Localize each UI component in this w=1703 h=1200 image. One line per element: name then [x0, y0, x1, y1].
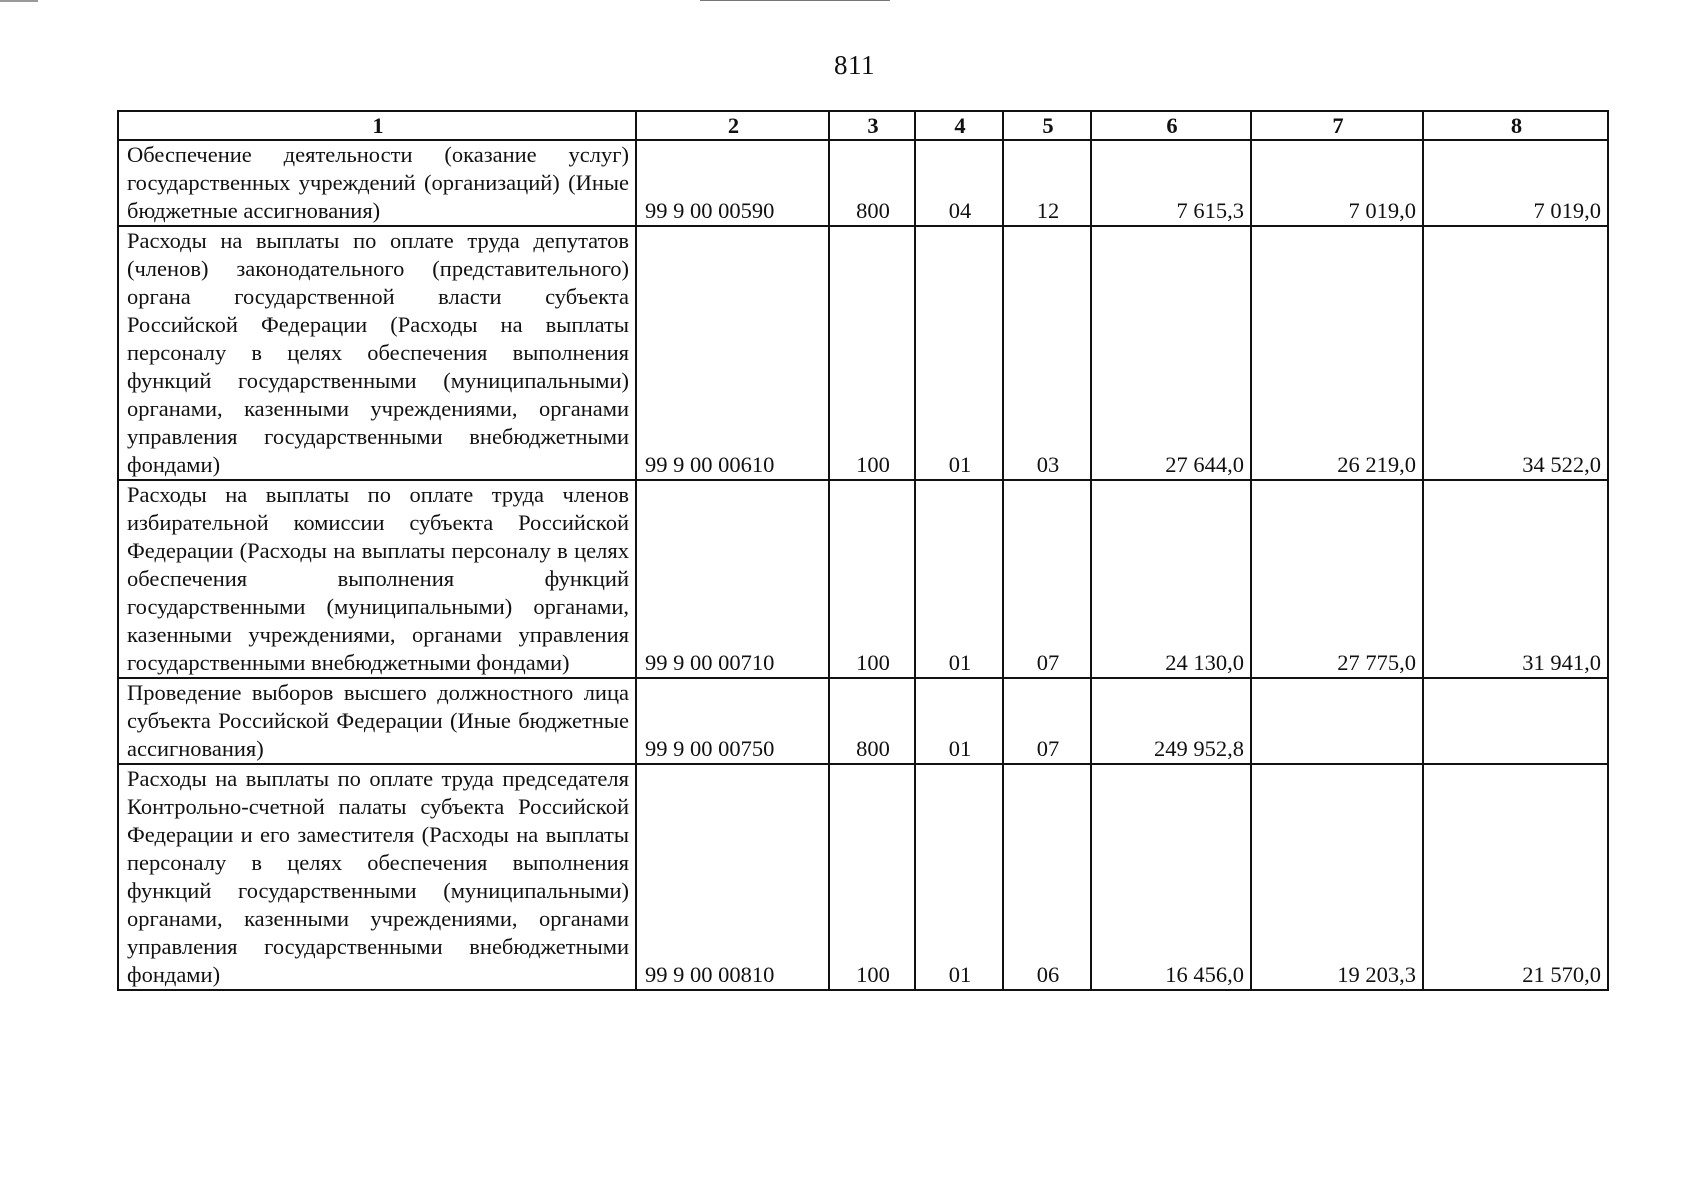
expense-type-code: 100 [829, 480, 915, 678]
section-code: 01 [915, 480, 1003, 678]
amount-col8: 34 522,0 [1423, 226, 1608, 480]
row-description: Обеспечение деятельности (оказание услуг) государственных учреждений (организаций) (Иные бюджетные ассигнования) [118, 140, 636, 226]
table-row [118, 226, 1608, 480]
expense-type-code: 800 [829, 678, 915, 764]
amount-col8: 7 019,0 [1423, 140, 1608, 226]
subsection-code: 12 [1003, 140, 1091, 226]
page-number: 811 [834, 50, 875, 80]
subsection-code: 03 [1003, 226, 1091, 480]
amount-col6: 249 952,8 [1091, 678, 1251, 764]
column-header: 4 [915, 111, 1003, 140]
expense-type-code: 800 [829, 140, 915, 226]
table-row [118, 480, 1608, 678]
table-row [118, 678, 1608, 764]
column-header: 1 [118, 111, 636, 140]
amount-col6: 24 130,0 [1091, 480, 1251, 678]
scan-artifact-line [0, 0, 38, 2]
amount-col7: 19 203,3 [1251, 764, 1423, 990]
row-description: Расходы на выплаты по оплате труда депутатов (членов) законодательного (представительного) органа государственной власти субъекта Российской Федерации (Расходы на выплаты персоналу в целях обеспечения выполнения функций государственными (муниципальными) органами, казенными учреждениями, органами управления государственными внебюджетными фондами) [118, 226, 636, 480]
amount-col6: 7 615,3 [1091, 140, 1251, 226]
target-article-code: 99 9 00 00590 [636, 140, 829, 226]
header-row [118, 111, 1608, 140]
section-code: 01 [915, 678, 1003, 764]
amount-col7 [1251, 678, 1423, 764]
amount-col8 [1423, 678, 1608, 764]
target-article-code: 99 9 00 00810 [636, 764, 829, 990]
target-article-code: 99 9 00 00610 [636, 226, 829, 480]
subsection-code: 06 [1003, 764, 1091, 990]
column-header: 7 [1251, 111, 1423, 140]
section-code: 04 [915, 140, 1003, 226]
target-article-code: 99 9 00 00750 [636, 678, 829, 764]
scan-artifact-line [700, 0, 890, 1]
section-code: 01 [915, 226, 1003, 480]
amount-col7: 27 775,0 [1251, 480, 1423, 678]
table-row [118, 140, 1608, 226]
subsection-code: 07 [1003, 678, 1091, 764]
column-header: 6 [1091, 111, 1251, 140]
table-row [118, 764, 1608, 990]
row-description: Расходы на выплаты по оплате труда членов избирательной комиссии субъекта Российской Федерации (Расходы на выплаты персоналу в целях обеспечения выполнения функций государственными (муниципальными) органами, казенными учреждениями, органами управления государственными внебюджетными фондами) [118, 480, 636, 678]
row-description: Проведение выборов высшего должностного лица субъекта Российской Федерации (Иные бюджетные ассигнования) [118, 678, 636, 764]
expense-type-code: 100 [829, 226, 915, 480]
column-header: 5 [1003, 111, 1091, 140]
amount-col7: 26 219,0 [1251, 226, 1423, 480]
amount-col6: 27 644,0 [1091, 226, 1251, 480]
row-description: Расходы на выплаты по оплате труда председателя Контрольно-счетной палаты субъекта Российской Федерации и его заместителя (Расходы на выплаты персоналу в целях обеспечения выполнения функций государственными (муниципальными) органами, казенными учреждениями, органами управления государственными внебюджетными фондами) [118, 764, 636, 990]
column-header: 8 [1423, 111, 1608, 140]
amount-col7: 7 019,0 [1251, 140, 1423, 226]
target-article-code: 99 9 00 00710 [636, 480, 829, 678]
budget-table [117, 110, 1609, 991]
column-header: 2 [636, 111, 829, 140]
amount-col6: 16 456,0 [1091, 764, 1251, 990]
section-code: 01 [915, 764, 1003, 990]
amount-col8: 31 941,0 [1423, 480, 1608, 678]
amount-col8: 21 570,0 [1423, 764, 1608, 990]
subsection-code: 07 [1003, 480, 1091, 678]
expense-type-code: 100 [829, 764, 915, 990]
column-header: 3 [829, 111, 915, 140]
